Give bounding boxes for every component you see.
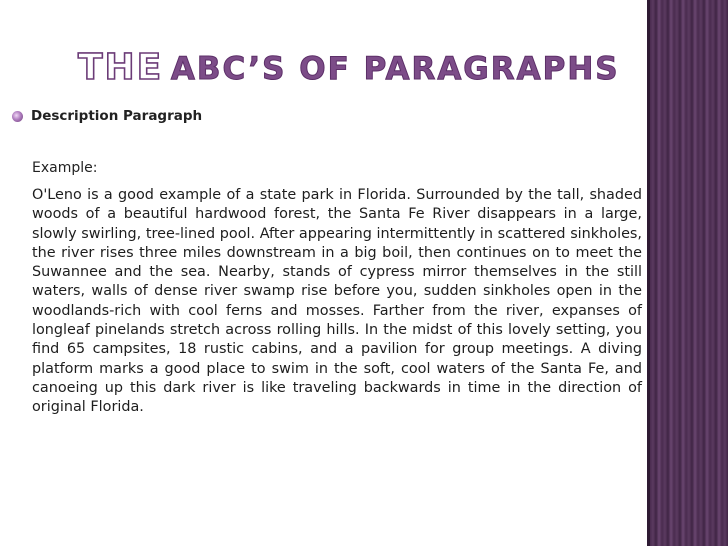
example-paragraph: O'Leno is a good example of a state park in Florida. Surrounded by the tall, shaded woods of a beautiful hardwood forest, the Santa Fe River disappears in a large, slowly swirling, tree-lined pool. After appearing intermittently in scattered sinkholes, the river rises three miles downstream in a big boil, then continues on to meet the Suwannee and the sea. Nearby, stands of cypress mirror themselves in the still waters, walls of dense river swamp rise before you, sudden sinkholes open in the woodlands-rich with cool ferns and mosses. Farther from the river, expanses of longleaf pinelands stretch across rolling hills. In the midst of this lovely setting, you find 65 campsites, 18 rustic cabins, and a pavilion for group meetings. A diving platform marks a good place to swim in the soft, cool waters of the Santa Fe, and canoeing up this dark river is like traveling backwards in time in the direction of original Florida. bbox=[32, 187, 642, 416]
bullet-label: Description Paragraph bbox=[31, 108, 203, 124]
title-rest: ABC’S OF PARAGRAPHS bbox=[170, 51, 620, 87]
slide-title bbox=[78, 47, 620, 88]
title-first-word: THE bbox=[78, 47, 164, 88]
example-label: Example: bbox=[32, 160, 98, 176]
bullet-icon bbox=[12, 111, 23, 122]
bullet-item bbox=[12, 108, 202, 124]
decorative-side-stripe bbox=[650, 0, 728, 546]
